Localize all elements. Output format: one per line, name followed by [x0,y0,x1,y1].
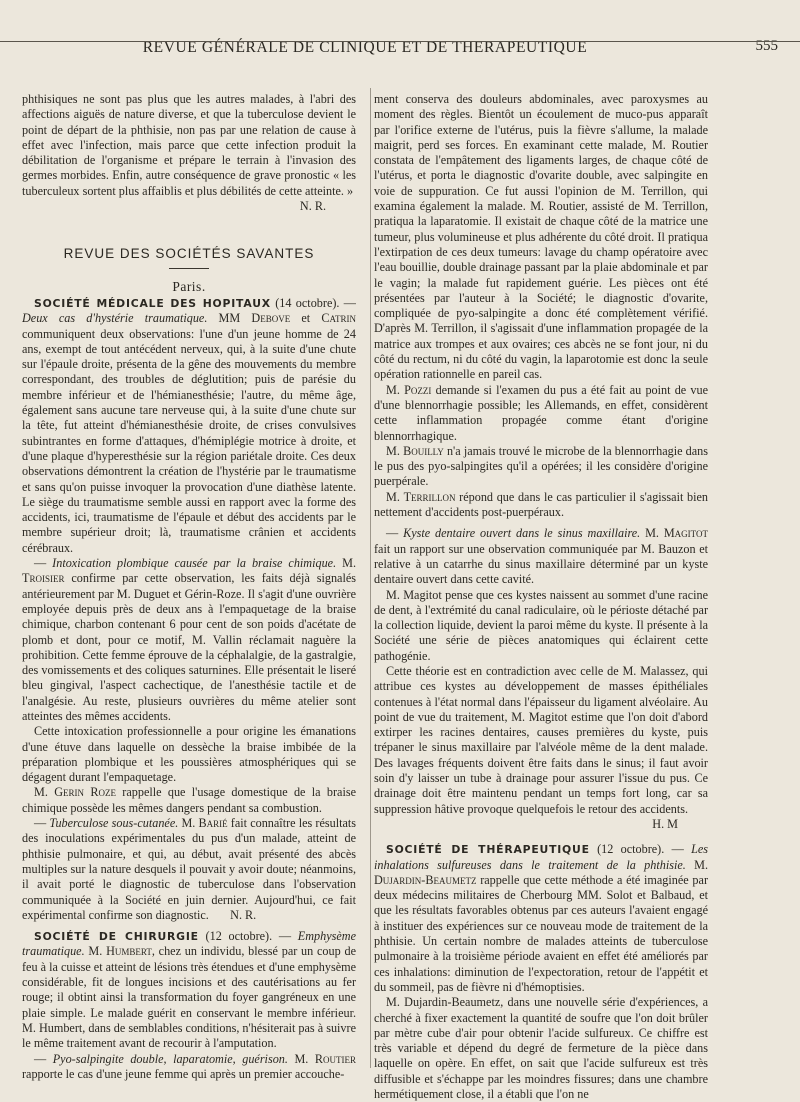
society-name: SOCIÉTÉ DE THÉRAPEUTIQUE [386,843,590,857]
author-name: Troisier [22,571,65,586]
running-title: REVUE GÉNÉRALE DE CLINIQUE ET DE THERAPEUTIQUE [142,39,588,56]
text-run: M. [386,382,405,397]
paragraph-sulfur-inhalations [374,842,708,995]
author-name: Debove [251,311,291,326]
author-name: Routier [314,1051,356,1066]
text-run: M. [640,526,664,541]
column-divider [370,88,371,1068]
author-name: Barié [198,816,228,831]
city-heading: Paris. [172,278,206,294]
paragraph-magitot: M. Magitot pense que ces kystes naissent au sommet d'une racine de dent, à l'extrémité du canal radiculaire, où le périoste détaché par la collection liquide, devient la paroi même du kyste. Il présente à la Société une série de pièces anatomiques qui éclairent cette pathogénie. [374,587,708,663]
text-run: — [34,1051,53,1066]
author-name: Dujardin-Beaumetz [374,872,477,887]
author-name: Humbert [106,944,152,959]
paragraph-body: répond que dans le cas particulier il s'agissait bien nettement d'accidents post-puerpéraux. [374,489,708,520]
header-rule [0,41,800,42]
paragraph-malassez: Cette théorie est en contradiction avec celle de M. Malassez, qui attribue ces kystes au développement de masses épithéliales contenues à l'état normal dans l'épaisseur du ligament alvéolaire. Au point de vue du traitement, M. Magitot estime que l'on doit d'abord extirper les racines dentaires, causes premières du kyste, puis trépaner le sinus maxillaire par l'alvéole même de la dent malade. Des lavages fréquents doivent être faits dans le sinus; il faut avoir soin d'y laisser un tube à drainage pour assurer l'issue du pus. Ce drainage doit être maintenu pendant un temps fort long, car sa suppression hâtive provoque quelquefois le retour des accidents. [374,663,708,816]
two-column-body [22,92,708,1102]
society-name: SOCIÉTÉ MÉDICALE DES HOPITAUX [34,296,271,310]
text-run: M. [685,857,708,872]
author-name: Gerin Roze [54,785,116,800]
article-title: Kyste dentaire ouvert dans le sinus maxillaire. [403,526,641,541]
text-run: M. [34,785,55,800]
paragraph-body: rappelle que l'usage domestique de la braise chimique possède les mêmes dangers pendant sa combustion. [22,785,356,815]
signature: H. M [652,816,678,831]
text-run: M. [287,1051,315,1066]
paragraph-lead-poisoning [22,556,356,724]
paragraph-case-continued: ment conserva des douleurs abdominales, avec paroxysmes au moment des règles. Bientôt un écoulement de muco-pus apparaît par l'orifice externe de l'utérus, puis la fièvre s'allume, la malade maigrit, perd ses forces. En examinant cette malade, M. Routier constata de l'empâtement des ligaments larges, de chaque côté de l'utérus, et porta le diagnostic d'ovarite double, avec salpingite en voie de suppuration. Ce fut aussi l'opinion de M. Terrillon, qui examina également la malade. M. Routier, assisté de M. Terrillon, pratiqua la laparatomie. Il existait de chaque côté de la matrice une tumeur, plus volumineuse et plus adhérente du côté droit. Il pratiqua l'extirpation de ces deux tumeurs: lavage du champ opératoire avec l'eau bouillie, double drainage passant par la plaie abdominale et par le vagin; la malade fut rapidement guérie. Les pièces ont été présentées par l'auteur à la Société; le diagnostic d'ovarite, compliquée de pyo-salpingite a donc été complètement vérifié. D'après M. Terrillon, il s'agissait d'une inflammation propagée de la matrice aux trompes et aux ovaires; ces abcès ne se font jour, ni du côté du rectum, ni du côté du vagin, la laparotomie est donc la seule opération rationnelle en pareil cas. [374,92,708,382]
paragraph-body: rappelle que cette méthode a été imaginée par deux médecins militaires de Cherbourg MM. Solot et Balbaud, et que les résultats favorables obtenus par ces auteurs l'avaient engagé à instituer des expériences sur ce nouveau mode de traitement de la phthisie. Un certain nombre de malades atteints de tuberculose pulmonaire à la troisième période avaient en effet été améliorés par ces inhalations: diminution de l'expectoration, retour de l'appétit et du sommeil, pas de fièvre ni d'hémoptisies. [374,872,708,994]
society-name: SOCIÉTÉ DE CHIRURGIE [34,930,199,944]
text-run: MM [207,311,252,326]
article-title: Tuberculose sous-cutanée. [49,816,179,831]
article-title: Les inhalations sulfureuses dans le traitement de la phthisie. [374,842,708,872]
page-number: 555 [755,38,778,54]
spacer [374,832,708,842]
paragraph-sulfur-quantity: M. Dujardin-Beaumetz, dans une nouvelle série d'expériences, a cherché à fixer exactement la quantité de soufre que l'on doit brûler par mètre cube d'air pour obtenir l'acide sulfureux. Ce chiffre est très variable et dépend du degré de fermeture de la pièce dans laquelle on opère. En effet, on sait que l'acide sulfureux est très diffusible et s'échappe par les moindres fissures; dans une chambre hermétiquement close, il a établi que l'on ne [374,995,708,1101]
right-column [374,92,708,1102]
intro-paragraph: phthisiques ne sont pas plus que les autres malades, à l'abri des affections aiguës de nature diverse, et que la tuberculose devient le point de départ de la phthisie, non pas par une relation de cause à effet avec l'infection, mais parce que cette infection produit la débilitation de l'organisme et prépare le terrain à l'invasion des germes morbides. Enfin, autre conséquence de grave pronostic « les tuberculeux sortent plus affaiblis et plus débilités de cette atteinte. » [22,92,356,198]
text-run: — [34,816,50,831]
paragraph-terrillon [374,490,708,521]
paragraph-body: demande si l'examen du pus a été fait au point de vue d'une blennorrhagie possible; les Allemands, en effet, considèrent cette inflammation propagée comme étant d'origine blennorrhagique. [374,382,708,443]
article-title: Pyo-salpingite double, laparatomie, guérison. [52,1051,288,1066]
running-head [22,34,778,66]
article-title: Emphysème traumatique. [22,929,356,959]
text-run: M. [178,816,199,831]
author-name: Pozzi [404,382,432,397]
paragraph-tuberculosis [22,816,356,923]
paragraph-bouilly [374,444,708,490]
paragraph-body: rapporte le cas d'une jeune femme qui après un premier accouche- [22,1066,345,1081]
text-run: — [386,526,404,541]
text-run: M. [386,443,404,458]
article-title: Deux cas d'hystérie traumatique. [22,311,208,326]
paragraph-body: fait un rapport sur une observation communiquée par M. Bauzon et relative à un catarrhe du sinus maxillaire déterminé par un kyste dentaire ouvert dans cette cavité. [374,541,708,587]
paragraph-body: confirme par cette observation, les faits déjà signalés antérieurement par M. Duguet et Gérin-Roze. Il s'agit d'une ouvrière employée depuis près de deux ans à l'empaquetage de la braise chimique, charbon contenant 6 pour cent de son poids d'acétate de plomb et dont, pour ce motif, M. Vallin réclamait naguère la prohibition. Cette femme éprouve de la céphalalgie, de la gastralgie, des vomissements et des coliques saturnines. Elle présentait le liseré bleu gingival, l'aspect cachectique, de l'anesthésie tactile et de l'analgésie. Au reste, plusieurs ouvrières du même atelier sont atteintes des mêmes accidents. [22,571,356,723]
paragraph-body: , chez un individu, blessé par un coup de feu à la cuisse et atteint de lésions très étendues et d'une emphysème considérable, fit de longues incisions et des cautérisations au fer rouge; il obtint ainsi la transformation du foyer gangréneux en une plaie simple. Le malade guérit en conservant le membre inférieur. M. Humbert, dans de semblables conditions, n'hésiterait pas à suivre le même traitement avant de recourir à l'amputation. [22,944,356,1051]
paragraph-body: n'a jamais trouvé le microbe de la blennorrhagie dans le pus des pyo-salpingites qu'il a opérées; il les considère d'origine puerpérale. [374,443,708,489]
text-run: M. [84,944,107,959]
section-rule [169,268,209,269]
paragraph-intoxication-origin: Cette intoxication professionnelle a pour origine les émanations d'une étuve dans laquelle on dessèche la braise imbibée de la préparation plombique et les poussières atmosphériques qui se dégagent durant l'empaquetage. [22,724,356,785]
paragraph-pyo-salpingitis [22,1052,356,1083]
author-name: Terrillon [403,489,456,504]
text-run: et [290,311,322,326]
text-run: M. [386,489,404,504]
signature: N. R. [230,907,257,922]
paragraph-gerin-roze [22,785,356,816]
paragraph-hysteria [22,296,356,556]
society-date: (14 octobre). — [270,295,356,310]
paragraph-body: communiquent deux observations: l'une d'un jeune homme de 24 ans, exempt de tout antécédent nerveux, qui, à la suite d'une chute sur l'épaule droite, présenta de la gêne des mouvements du membre correspondant, des troubles de déglutition; puis de parésie du membre inférieur et de l'hémianesthésie; l'autre, du même âge, également sans aucune tare nerveuse qui, à la suite d'une chute sur la tête, fut atteint d'hémianesthésie droite, de crises convulsives subintrantes en forme d'attaques, d'hémiplégie motrice à droite, et d'une plaque d'hyperesthésie sur la région pariétale droite. Ces deux observations démontrent la création de l'hystérie par le traumatisme et sans qu'on puisse invoquer la provocation d'une diathèse latente. Le siège du traumatisme semble aussi en rapport avec la forme des accidents, ici, traumatisme de l'épaule et début des accidents par le membre supérieur droit; là, traumatisme crânien et accidents cérébraux. [22,326,356,555]
society-date: (12 octobre). — [589,842,692,857]
paragraph-dental-cyst [374,526,708,587]
paragraph-body: fait connaître les résultats des inoculations expérimentales du pus d'un malade, atteint de phthisie pulmonaire, et qui, au début, avait présenté des abcès multiples sur la nature desquels il pouvait y avoir doute; néanmoins, il avait porté le diagnostic de tuberculose dans l'observation communiquée à la Société en juin dernier. Aujourd'hui, ce fait expérimental confirme son diagnostic. [22,816,356,922]
text-run: M. [336,556,356,571]
author-name: Catrin [321,311,356,326]
intro-signature: N. R. [299,199,326,214]
paragraph-emphysema [22,929,356,1051]
text-run: — [34,556,53,571]
author-name: Bouilly [403,443,444,458]
author-name: Magitot [663,526,708,541]
section-title: REVUE DES SOCIÉTÉS SAVANTES [63,246,315,262]
paragraph-pozzi [374,383,708,444]
left-column [22,92,356,1102]
society-date: (12 octobre). — [198,929,298,944]
article-title: Intoxication plombique causée par la braise chimique. [52,556,337,571]
